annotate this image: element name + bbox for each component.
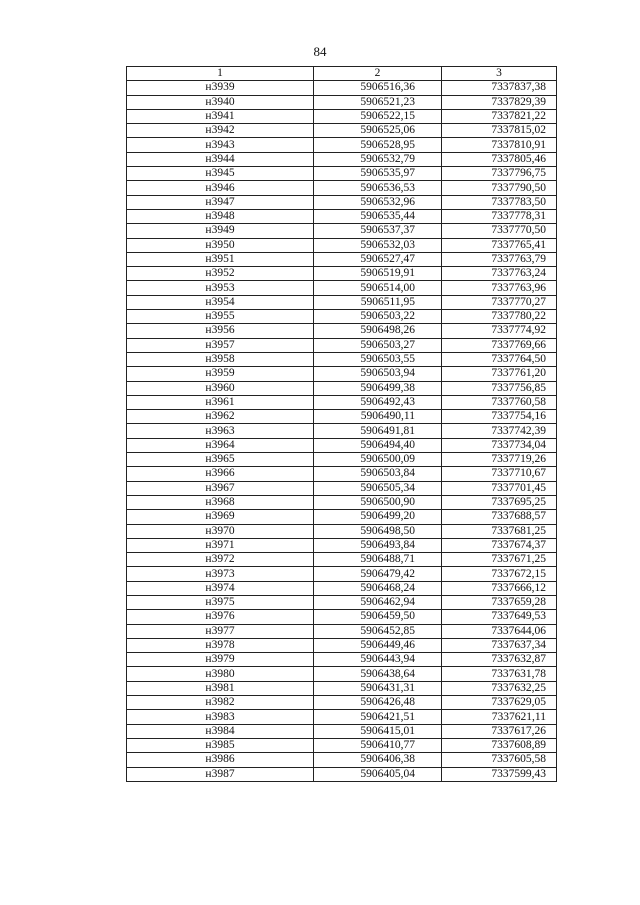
cell-y-coordinate: 7337770,50 (442, 224, 557, 238)
cell-y-coordinate: 7337631,78 (442, 667, 557, 681)
cell-point-id: н3952 (127, 267, 314, 281)
cell-point-id: н3953 (127, 281, 314, 295)
cell-point-id: н3985 (127, 738, 314, 752)
cell-y-coordinate: 7337632,87 (442, 653, 557, 667)
cell-y-coordinate: 7337688,57 (442, 510, 557, 524)
table-row (127, 510, 557, 524)
cell-x-coordinate: 5906503,22 (314, 310, 442, 324)
cell-x-coordinate: 5906462,94 (314, 595, 442, 609)
cell-y-coordinate: 7337672,15 (442, 567, 557, 581)
cell-x-coordinate: 5906500,09 (314, 453, 442, 467)
cell-point-id: н3945 (127, 167, 314, 181)
cell-x-coordinate: 5906525,06 (314, 124, 442, 138)
cell-x-coordinate: 5906438,64 (314, 667, 442, 681)
table-body (127, 81, 557, 782)
cell-point-id: н3964 (127, 438, 314, 452)
table-row (127, 724, 557, 738)
cell-x-coordinate: 5906527,47 (314, 252, 442, 266)
cell-point-id: н3970 (127, 524, 314, 538)
cell-x-coordinate: 5906494,40 (314, 438, 442, 452)
table-header (127, 67, 557, 81)
table-row (127, 381, 557, 395)
cell-y-coordinate: 7337599,43 (442, 767, 557, 781)
cell-point-id: н3977 (127, 624, 314, 638)
cell-x-coordinate: 5906459,50 (314, 610, 442, 624)
table-row (127, 481, 557, 495)
cell-x-coordinate: 5906479,42 (314, 567, 442, 581)
cell-x-coordinate: 5906532,03 (314, 238, 442, 252)
cell-x-coordinate: 5906503,55 (314, 352, 442, 366)
table-row (127, 653, 557, 667)
cell-x-coordinate: 5906503,94 (314, 367, 442, 381)
table-row (127, 338, 557, 352)
table-row (127, 310, 557, 324)
cell-y-coordinate: 7337681,25 (442, 524, 557, 538)
table-row (127, 124, 557, 138)
cell-point-id: н3943 (127, 138, 314, 152)
table-row (127, 195, 557, 209)
cell-point-id: н3947 (127, 195, 314, 209)
cell-y-coordinate: 7337695,25 (442, 495, 557, 509)
table-row (127, 753, 557, 767)
cell-x-coordinate: 5906499,20 (314, 510, 442, 524)
cell-x-coordinate: 5906516,36 (314, 81, 442, 95)
cell-x-coordinate: 5906415,01 (314, 724, 442, 738)
cell-x-coordinate: 5906498,50 (314, 524, 442, 538)
cell-y-coordinate: 7337770,27 (442, 295, 557, 309)
cell-x-coordinate: 5906452,85 (314, 624, 442, 638)
table-row (127, 295, 557, 309)
cell-point-id: н3950 (127, 238, 314, 252)
table-row (127, 324, 557, 338)
cell-y-coordinate: 7337760,58 (442, 395, 557, 409)
table-row (127, 267, 557, 281)
cell-x-coordinate: 5906491,81 (314, 424, 442, 438)
table-row (127, 367, 557, 381)
column-header-y: 3 (442, 67, 557, 81)
cell-y-coordinate: 7337605,58 (442, 753, 557, 767)
table-row (127, 95, 557, 109)
cell-y-coordinate: 7337674,37 (442, 538, 557, 552)
cell-x-coordinate: 5906503,27 (314, 338, 442, 352)
table-row (127, 553, 557, 567)
cell-y-coordinate: 7337837,38 (442, 81, 557, 95)
cell-y-coordinate: 7337763,24 (442, 267, 557, 281)
cell-point-id: н3956 (127, 324, 314, 338)
cell-y-coordinate: 7337649,53 (442, 610, 557, 624)
cell-point-id: н3957 (127, 338, 314, 352)
cell-point-id: н3949 (127, 224, 314, 238)
cell-point-id: н3939 (127, 81, 314, 95)
table-row (127, 738, 557, 752)
cell-x-coordinate: 5906488,71 (314, 553, 442, 567)
table-row (127, 109, 557, 123)
cell-x-coordinate: 5906492,43 (314, 395, 442, 409)
cell-point-id: н3973 (127, 567, 314, 581)
cell-y-coordinate: 7337790,50 (442, 181, 557, 195)
cell-y-coordinate: 7337734,04 (442, 438, 557, 452)
cell-x-coordinate: 5906514,00 (314, 281, 442, 295)
cell-point-id: н3955 (127, 310, 314, 324)
cell-y-coordinate: 7337763,96 (442, 281, 557, 295)
table-row (127, 624, 557, 638)
cell-point-id: н3966 (127, 467, 314, 481)
cell-x-coordinate: 5906468,24 (314, 581, 442, 595)
cell-x-coordinate: 5906405,04 (314, 767, 442, 781)
cell-point-id: н3960 (127, 381, 314, 395)
cell-x-coordinate: 5906532,79 (314, 152, 442, 166)
cell-point-id: н3968 (127, 495, 314, 509)
cell-y-coordinate: 7337644,06 (442, 624, 557, 638)
table-row (127, 424, 557, 438)
cell-y-coordinate: 7337629,05 (442, 696, 557, 710)
cell-point-id: н3974 (127, 581, 314, 595)
cell-y-coordinate: 7337829,39 (442, 95, 557, 109)
table-row (127, 438, 557, 452)
cell-y-coordinate: 7337778,31 (442, 209, 557, 223)
table-row (127, 281, 557, 295)
cell-x-coordinate: 5906431,31 (314, 681, 442, 695)
table-row (127, 81, 557, 95)
table-row (127, 181, 557, 195)
cell-y-coordinate: 7337621,11 (442, 710, 557, 724)
table-row (127, 167, 557, 181)
cell-x-coordinate: 5906490,11 (314, 410, 442, 424)
column-header-point: 1 (127, 67, 314, 81)
cell-point-id: н3978 (127, 638, 314, 652)
cell-point-id: н3940 (127, 95, 314, 109)
cell-point-id: н3986 (127, 753, 314, 767)
cell-y-coordinate: 7337815,02 (442, 124, 557, 138)
cell-point-id: н3958 (127, 352, 314, 366)
cell-point-id: н3969 (127, 510, 314, 524)
cell-x-coordinate: 5906521,23 (314, 95, 442, 109)
table-row (127, 610, 557, 624)
table-row (127, 638, 557, 652)
table-row (127, 395, 557, 409)
cell-point-id: н3982 (127, 696, 314, 710)
table-row (127, 224, 557, 238)
cell-x-coordinate: 5906528,95 (314, 138, 442, 152)
table-row (127, 567, 557, 581)
cell-x-coordinate: 5906498,26 (314, 324, 442, 338)
cell-x-coordinate: 5906449,46 (314, 638, 442, 652)
cell-y-coordinate: 7337671,25 (442, 553, 557, 567)
cell-y-coordinate: 7337774,92 (442, 324, 557, 338)
cell-y-coordinate: 7337701,45 (442, 481, 557, 495)
cell-y-coordinate: 7337617,26 (442, 724, 557, 738)
cell-y-coordinate: 7337756,85 (442, 381, 557, 395)
cell-y-coordinate: 7337810,91 (442, 138, 557, 152)
cell-point-id: н3963 (127, 424, 314, 438)
cell-y-coordinate: 7337710,67 (442, 467, 557, 481)
cell-x-coordinate: 5906537,37 (314, 224, 442, 238)
table-row (127, 138, 557, 152)
cell-x-coordinate: 5906522,15 (314, 109, 442, 123)
cell-x-coordinate: 5906505,34 (314, 481, 442, 495)
cell-x-coordinate: 5906421,51 (314, 710, 442, 724)
table-row (127, 581, 557, 595)
table-row (127, 524, 557, 538)
cell-point-id: н3972 (127, 553, 314, 567)
cell-point-id: н3962 (127, 410, 314, 424)
cell-y-coordinate: 7337805,46 (442, 152, 557, 166)
cell-point-id: н3946 (127, 181, 314, 195)
cell-point-id: н3959 (127, 367, 314, 381)
table-row (127, 595, 557, 609)
cell-y-coordinate: 7337764,50 (442, 352, 557, 366)
coordinates-table (126, 66, 557, 782)
cell-y-coordinate: 7337608,89 (442, 738, 557, 752)
cell-x-coordinate: 5906535,44 (314, 209, 442, 223)
cell-point-id: н3975 (127, 595, 314, 609)
table-row (127, 252, 557, 266)
cell-y-coordinate: 7337659,28 (442, 595, 557, 609)
page-number: 84 (313, 44, 327, 59)
cell-point-id: н3967 (127, 481, 314, 495)
table-row (127, 538, 557, 552)
table-row (127, 453, 557, 467)
cell-point-id: н3979 (127, 653, 314, 667)
cell-x-coordinate: 5906532,96 (314, 195, 442, 209)
cell-point-id: н3942 (127, 124, 314, 138)
cell-point-id: н3981 (127, 681, 314, 695)
cell-x-coordinate: 5906406,38 (314, 753, 442, 767)
table-row (127, 710, 557, 724)
table-row (127, 495, 557, 509)
cell-y-coordinate: 7337754,16 (442, 410, 557, 424)
cell-y-coordinate: 7337761,20 (442, 367, 557, 381)
cell-y-coordinate: 7337719,26 (442, 453, 557, 467)
cell-y-coordinate: 7337637,34 (442, 638, 557, 652)
cell-point-id: н3971 (127, 538, 314, 552)
cell-x-coordinate: 5906493,84 (314, 538, 442, 552)
header-row (127, 67, 557, 81)
cell-point-id: н3941 (127, 109, 314, 123)
cell-x-coordinate: 5906426,48 (314, 696, 442, 710)
table-row (127, 467, 557, 481)
table-row (127, 238, 557, 252)
cell-point-id: н3948 (127, 209, 314, 223)
column-header-x: 2 (314, 67, 442, 81)
cell-point-id: н3984 (127, 724, 314, 738)
cell-y-coordinate: 7337763,79 (442, 252, 557, 266)
cell-point-id: н3987 (127, 767, 314, 781)
cell-y-coordinate: 7337821,22 (442, 109, 557, 123)
cell-x-coordinate: 5906519,91 (314, 267, 442, 281)
table-row (127, 209, 557, 223)
table-row (127, 767, 557, 781)
cell-point-id: н3983 (127, 710, 314, 724)
table-row (127, 696, 557, 710)
cell-point-id: н3951 (127, 252, 314, 266)
table-row (127, 410, 557, 424)
cell-point-id: н3965 (127, 453, 314, 467)
table-row (127, 352, 557, 366)
cell-x-coordinate: 5906511,95 (314, 295, 442, 309)
cell-y-coordinate: 7337796,75 (442, 167, 557, 181)
cell-x-coordinate: 5906500,90 (314, 495, 442, 509)
cell-point-id: н3976 (127, 610, 314, 624)
cell-point-id: н3944 (127, 152, 314, 166)
cell-point-id: н3954 (127, 295, 314, 309)
cell-x-coordinate: 5906443,94 (314, 653, 442, 667)
cell-x-coordinate: 5906499,38 (314, 381, 442, 395)
cell-x-coordinate: 5906503,84 (314, 467, 442, 481)
cell-x-coordinate: 5906536,53 (314, 181, 442, 195)
cell-y-coordinate: 7337632,25 (442, 681, 557, 695)
cell-y-coordinate: 7337769,66 (442, 338, 557, 352)
table-row (127, 667, 557, 681)
cell-y-coordinate: 7337765,41 (442, 238, 557, 252)
table-row (127, 152, 557, 166)
cell-point-id: н3980 (127, 667, 314, 681)
cell-x-coordinate: 5906410,77 (314, 738, 442, 752)
cell-y-coordinate: 7337742,39 (442, 424, 557, 438)
cell-y-coordinate: 7337783,50 (442, 195, 557, 209)
cell-point-id: н3961 (127, 395, 314, 409)
cell-y-coordinate: 7337666,12 (442, 581, 557, 595)
cell-y-coordinate: 7337780,22 (442, 310, 557, 324)
table-row (127, 681, 557, 695)
cell-x-coordinate: 5906535,97 (314, 167, 442, 181)
